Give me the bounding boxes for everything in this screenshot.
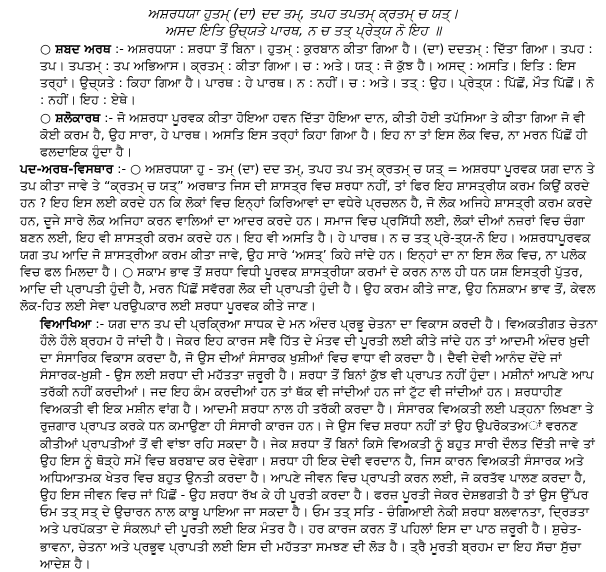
section-text-pad-arth: :- ○ ਅਸ਼ਰਧਯਾ ਹੁ - ਤਮ੍ (ਦਾ) ਦਦ ਤਮ੍, ਤਪਹ ਤਪ ਤਮ੍ ਕ੍ਰਤਮ੍ ਚ ਯਤ੍ = ਅਸ਼ਰਧਾ ਪੂਰਵਕ ਯਗ ਦਾਨ ਤੇ ਤਪ ਕੀਤਾ ਜਾਵੇ ਤੇ “ਕ੍ਰਤਮ੍ ਚ ਯਤ੍” ਅਰਥਾਤ ਜਿਸ ਦੀ ਸ਼ਾਸਤ੍ਰ ਵਿਚ ਸ਼ਰਧਾ ਨਹੀਂ, ਤਾਂ ਫਿਰ ਇਹ ਸ਼ਾਸਤ੍ਰੀਯ ਕਰਮ ਕਿਉਂ ਕਰਦੇ ਹਨ ? ਇਹ ਇਸ ਲਈ ਕਰਦੇ ਹਨ ਕਿ ਲੋਕਾਂ ਵਿਚ ਇਨ੍ਹਾਂ ਕਿਰਿਆਵਾਂ ਦਾ ਵਧੇਰੇ ਪ੍ਰਚਲਨ ਹੈ, ਜੋ ਲੋਕ ਅਜਿਹੇ ਸ਼ਾਸਤ੍ਰੀ ਕਰਮ ਕਰਦੇ ਹਨ, ਦੂਜੇ ਸਾਰੇ ਲੋਕ ਅਜਿਹਾ ਕਰਨ ਵਾਲਿਆਂ ਦਾ ਆਦਰ ਕਰਦੇ ਹਨ। ਸਮਾਜ ਵਿਚ ਪ੍ਰਸਿੱਧੀ ਲਈ, ਲੋਕਾਂ ਦੀਆਂ ਨਜ਼ਰਾਂ ਵਿਚ ਚੰਗਾ ਬਣਨ ਲਈ, ਇਹ ਵੀ ਸ਼ਾਸਤ੍ਰੀ ਕਰਮ ਕਰਦੇ ਹਨ। ਇਹ ਵੀ ਅਸਤਿ ਹੈ। ਹੇ ਪਾਰਥ। ਨ ਚ ਤਤ੍ ਪ੍ਰੇ-ਤ੍ਯ-ਨੋ ਇਹ। ਅਸ਼ਰਧਾਪੂਰਵਕ ਯਗ ਤਪ ਆਦਿ ਜੋ ਸ਼ਾਸਤ੍ਰੀਆ ਕਰਮ ਕੀਤਾ ਜਾਵੇ, ਉਹ ਸਾਰੇ ‘ਅਸਤ੍’ ਕਿਹੇ ਜਾਂਦੇ ਹਨ। ਇਨ੍ਹਾਂ ਦਾ ਨਾ ਇਸ ਲੋਕ ਵਿਚ, ਨਾ ਪਲੋਕ ਵਿਚ ਫਲ ਮਿਲਦਾ ਹੈ। ○ ਸਕਾਮ ਭਾਵ ਤੋਂ ਸ਼ਰਧਾ ਵਿਧੀ ਪੂਰਵਕ ਸ਼ਾਸਤ੍ਰੀਯਾ ਕਰਮਾਂ ਦੇ ਕਰਨ ਨਾਲ ਹੀ ਧਨ ਯਸ਼ ਇਸਤ੍ਰੀ ਪੁੱਤਰ, ਆਦਿ ਦੀ ਪ੍ਰਾਪਤੀ ਹੁੰਦੀ ਹੈ, ਮਰਨ ਪਿੱਛੋਂ ਸਵੱਰਗ ਲੋਕ ਦੀ ਪ੍ਰਾਪਤੀ ਹੁੰਦੀ ਹੈ। ਉਹ ਕਰਮ ਕੀਤੇ ਜਾਣ, ਉਹ ਨਿਸ਼ਕਾਮ ਭਾਵ ਤੋਂ, ਕੇਵਲ ਲੋਕ-ਹਿਤ ਲਈ ਸੇਵਾ ਪਰਉਪਕਾਰ ਲਈ ਸ਼ਰਧਾ ਪੂਰਵਕ ਕੀਤੇ ਜਾਣ।: [20, 161, 596, 314]
section-text-shabad-arth: :- ਅਸ਼ਰਧਯਾ : ਸ਼ਰਧਾ ਤੋਂ ਬਿਨਾ। ਹੁਤਮ੍ : ਕੁਰਬਾਨ ਕੀਤਾ ਗਿਆ ਹੈ। (ਦਾ) ਦਦਤਮ੍ : ਦਿੱਤਾ ਗਿਆ। ਤਪਹ : ਤਪ। ਤਪਤਮ੍ : ਤਪ ਅਭਿਆਸ। ਕ੍ਰਤਮ੍ : ਕੀਤਾ ਗਿਆ। ਚ : ਅਤੇ। ਯਤ੍ : ਜੋ ਕੁੱਝ ਹੈ। ਅਸਦ੍ : ਅਸਤਿ। ਇਤਿ : ਇਸ ਤਰ੍ਹਾਂ। ਉਚ੍ਯਤੇ : ਕਿਹਾ ਗਿਆ ਹੈ। ਪਾਰਥ : ਹੇ ਪਾਰਥ। ਨ : ਨਹੀਂ। ਚ : ਅਤੇ। ਤਤ੍ : ਉਹ। ਪ੍ਰੇਤ੍ਯ : ਪਿੱਛੋਂ, ਮੌਤ ਪਿੱਛੋਂ। ਨੋ : ਨਹੀਂ। ਇਹ : ਏਥੇ।: [40, 41, 594, 108]
section-heading-shlokarth: ○ ਸ਼ਲੋਕਾਰਥ: [40, 109, 101, 125]
section-shlokarth: [6, 109, 600, 160]
commentary-body: [6, 40, 600, 572]
section-heading-viakhia: ਵਿਆਖਿਆ: [40, 315, 92, 331]
section-viakhia: [6, 315, 600, 572]
verse-line-1: ਅਸ਼ਰਧਯਾ ਹੁਤਮ੍ (ਦਾ) ਦਦ ਤਮ੍, ਤਪਹ ਤਪਤਮ੍ ਕ੍ਰਤਮ੍ ਚ ਯਤ੍।: [147, 6, 459, 22]
section-pad-arth: [6, 160, 600, 314]
section-shabad-arth: [6, 40, 600, 109]
section-text-viakhia: :- ਯਗ ਦਾਨ ਤਪ ਦੀ ਪ੍ਰਕ੍ਰਿਆ ਸਾਧਕ ਦੇ ਮਨ ਅੰਦਰ ਪ੍ਰਭੂ ਚੇਤਨਾ ਦਾ ਵਿਕਾਸ ਕਰਦੀ ਹੈ। ਵਿਅਕਤੀਗਤ ਚੇਤਨਾ ਹੌਲੇ ਹੌਲੇ ਬ੍ਰਹਮ ਹੋ ਜਾਂਦੀ ਹੈ। ਜੇਕਰ ਇਹ ਕਾਰਜ ਸਵੈ ਹਿੱਤ ਦੇ ਮੰਤਵ ਦੀ ਪੂਰਤੀ ਲਈ ਕੀਤੇ ਜਾਂਦੇ ਹਨ ਤਾਂ ਆਦਮੀ ਅੰਦਰ ਖ਼ੁਦੀ ਦਾ ਸੰਸਾਰਿਕ ਵਿਕਾਸ ਕਰਦਾ ਹੈ, ਜੋ ਉਸ ਦੀਆਂ ਸੰਸਾਰਕ ਖੁਸ਼ੀਆਂ ਵਿਚ ਵਾਧਾ ਵੀ ਕਰਦਾ ਹੈ। ਦੈਵੀ ਦੇਵੀ ਆਨੰਦ ਦੇਂਦੇ ਜਾਂ ਸੰਸਾਰਕ-ਖ਼ੁਸ਼ੀ - ਉਸ ਲਈ ਸ਼ਰਧਾ ਦੀ ਮਹੱਤਤਾ ਜ਼ਰੂਰੀ ਹੈ। ਸ਼ਰਧਾ ਤੋਂ ਬਿਨਾਂ ਕੁੱਝ ਵੀ ਪ੍ਰਾਪਤ ਨਹੀਂ ਹੁੰਦਾ। ਮਸ਼ੀਨਾਂ ਆਪਣੇ ਆਪ ਤਰੱਕੀ ਨਹੀਂ ਕਰਦੀਆਂ। ਜਦ ਇਹ ਕੰਮ ਕਰਦੀਆਂ ਹਨ ਤਾਂ ਥੱਕ ਵੀ ਜਾਂਦੀਆਂ ਹਨ ਜਾਂ ਟੁੱਟ ਵੀ ਜਾਂਦੀਆਂ ਹਨ। ਸ਼ਰਧਾਹੀਣ ਵਿਅਕਤੀ ਵੀ ਇਕ ਮਸ਼ੀਨ ਵਾਂਗ ਹੈ। ਆਦਮੀ ਸ਼ਰਧਾ ਨਾਲ ਹੀ ਤਰੱਕੀ ਕਰਦਾ ਹੈ। ਸੰਸਾਰਕ ਵਿਅਕਤੀ ਲਈ ਪੜ੍ਹਨਾ ਲਿਖਣਾ ਤੇ ਰੁਜ਼ਗਾਰ ਪ੍ਰਾਪਤ ਕਰਕੇ ਧਨ ਕਮਾਉਣਾ ਹੀ ਸੰਸਾਰੀ ਕਾਰਜ ਹਨ। ਜੇ ਉਸ ਵਿਚ ਸ਼ਰਧਾ ਨਹੀਂ ਤਾਂ ਉਹ ਉਪਰੋਕਤਅਾਂ ਵਰਨਣ ਕੀਤੀਆਂ ਪ੍ਰਾਪਤੀਆਂ ਤੋਂ ਵੀ ਵਾਂਝਾ ਰਹਿ ਸਕਦਾ ਹੈ। ਜੇਕ ਸ਼ਰਧਾ ਤੋਂ ਬਿਨਾਂ ਕਿਸੇ ਵਿਅਕਤੀ ਨੂੰ ਬਹੁਤ ਸਾਰੀ ਦੌਲਤ ਦਿੱਤੀ ਜਾਵੇ ਤਾਂ ਉਹ ਇਸ ਨੂੰ ਥੋੜ੍ਹੇ ਸਮੇਂ ਵਿਚ ਬਰਬਾਦ ਕਰ ਦੇਵੇਗਾ। ਸ਼ਰਧਾ ਹੀ ਇਕ ਦੇਵੀ ਵਰਦਾਨ ਹੈ, ਜਿਸ ਕਾਰਨ ਵਿਅਕਤੀ ਸੰਸਾਰਕ ਅਤੇ ਅਧਿਆਤਮਕ ਖੇਤਰ ਵਿਚ ਬਹੁਤ ਉਨਤੀ ਕਰਦਾ ਹੈ। ਆਪਣੇ ਜੀਵਨ ਵਿਚ ਪ੍ਰਾਪਤੀ ਕਰਨ ਲਈ, ਜੋ ਕਰਤੱਵ ਪਾਲਣ ਕਰਦਾ ਹੈ, ਉਹ ਇਸ ਜੀਵਨ ਵਿਚ ਜਾਂ ਪਿੱਛੋਂ - ਉਹ ਸ਼ਰਧਾ ਰੱਖ ਕੇ ਹੀ ਪੂਰਤੀ ਕਰਦਾ ਹੈ। ਫਰਜ਼ ਪੂਰਤੀ ਜੇਕਰ ਦੇਸ਼ਭਗਤੀ ਹੈ ਤਾਂ ਉਸ ਉੱਪਰ ਓਮ ਤਤ੍ ਸਤ੍ ਦੇ ਉਚਾਰਨ ਨਾਲ ਕਾਬੂ ਪਾਇਆ ਜਾ ਸਕਦਾ ਹੈ। ਓਮ ਤਤ੍ ਸਤਿ - ਚੰਗਿਆਈ ਨੇਕੀ ਸ਼ਰਧਾ ਬਲਵਾਨਤਾ, ਦ੍ਰਿੜਤਾ ਅਤੇ ਪਰਪੱਕਤਾ ਦੇ ਸੰਕਲਪਾਂ ਦੀ ਪੂਰਤੀ ਲਈ ਇਕ ਮੰਤਰ ਹੈ। ਹਰ ਕਾਰਜ ਕਰਨ ਤੋਂ ਪਹਿਲਾਂ ਇਸ ਦਾ ਪਾਠ ਜ਼ਰੂਰੀ ਹੈ। ਸ਼ੁਚੇਤ-ਭਾਵਨਾ, ਚੇਤਨਾ ਅਤੇ ਪ੍ਰਭੂਵ ਪ੍ਰਾਪਤੀ ਲਈ ਇਸ ਦੀ ਮਹੱਤਤਾ ਸਮਝਣ ਦੀ ਲੋੜ ਹੈ। ਤ੍ਰੈ ਮੂਰਤੀ ਬ੍ਰਹਮ ਦਾ ਇਹ ਸੱਚਾ ਸੁੱਚਾ ਆਦੇਸ਼ ਹੈ।: [40, 315, 598, 571]
verse: [6, 6, 600, 40]
section-heading-shabad-arth: ○ ਸ਼ਬਦ ਅਰਥ: [40, 41, 111, 56]
section-heading-pad-arth: ਪਦ-ਅਰਥ-ਵਿਸਥਾਰ: [20, 161, 114, 177]
verse-line-2: ਅਸਦ ਇਤਿ ਉਚ੍ਯਤੇ ਪਾਰਥ, ਨ ਚ ਤਤ੍ ਪ੍ਰੇਤ੍ਯ ਨੋ ਇਹ ॥: [164, 23, 442, 39]
section-text-shlokarth: :- ਜੋ ਅਸ਼ਰਧਾ ਪੂਰਵਕ ਕੀਤਾ ਹੋਇਆ ਹਵਨ ਦਿੱਤਾ ਹੋਇਆ ਦਾਨ, ਕੀਤੀ ਹੋਈ ਤਪੱਸਿਆ ਤੇ ਕੀਤਾ ਗਿਆ ਜੋ ਵੀ ਕੋਈ ਕਰਮ ਹੈ, ਉਹ ਸਾਰਾ, ਹੇ ਪਾਰਥ। ਅਸਤਿ ਇਸ ਤਰ੍ਹਾਂ ਕਿਹਾ ਗਿਆ ਹੈ। ਇਹ ਨਾ ਤਾਂ ਇਸ ਲੋਕ ਵਿਚ, ਨਾ ਮਰਨ ਪਿੱਛੋਂ ਹੀ ਫਲਦਾਇਕ ਹੁੰਦਾ ਹੈ।: [40, 109, 588, 159]
